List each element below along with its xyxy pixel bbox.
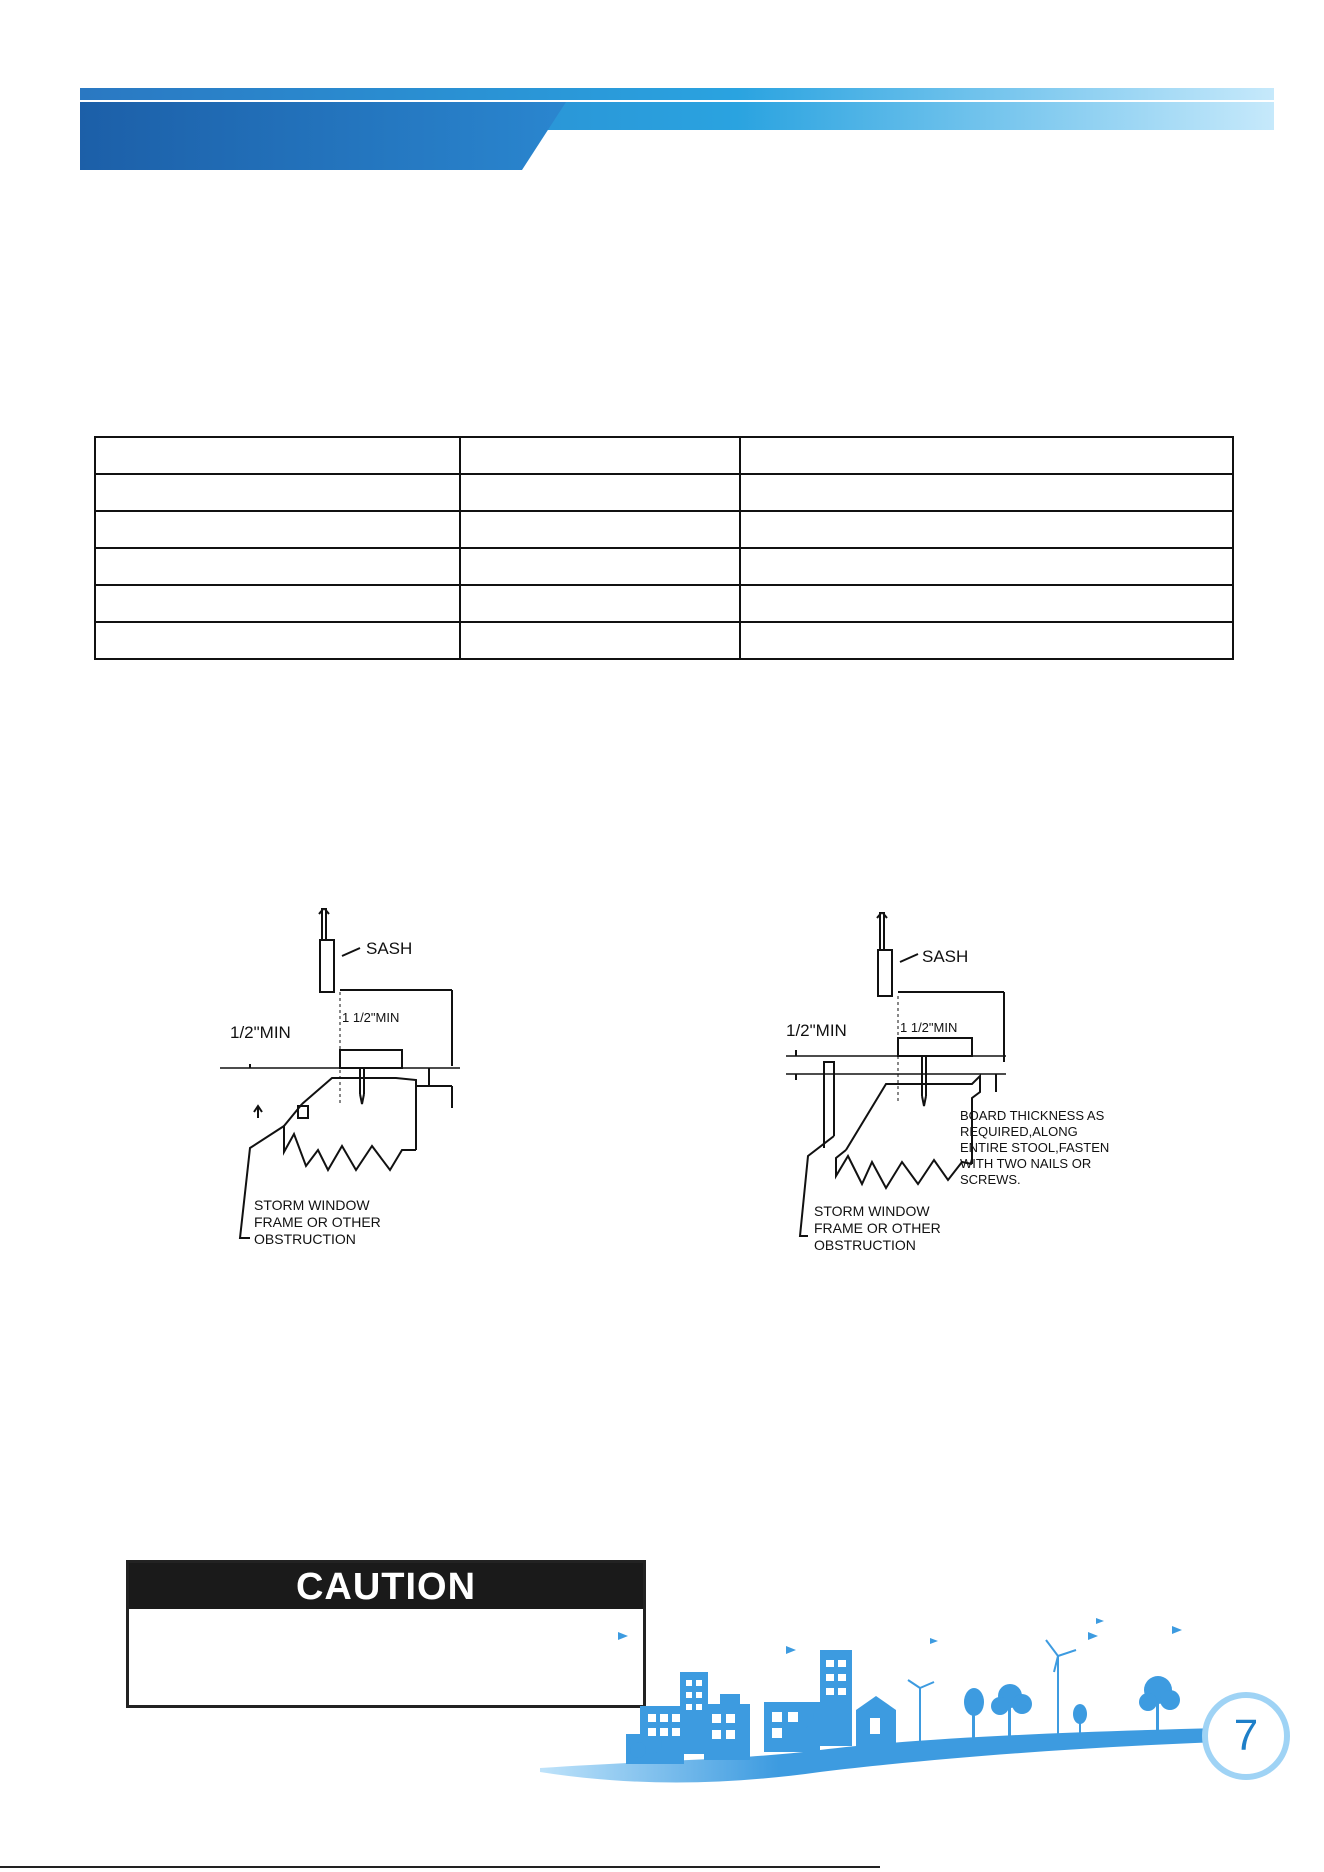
city-skyline-illustration	[540, 1610, 1260, 1800]
table-cell	[740, 548, 1233, 585]
specification-table	[94, 436, 1234, 660]
right-half-min-label: 1/2"MIN	[786, 1021, 847, 1040]
table-cell	[460, 585, 740, 622]
bottom-rule	[0, 1866, 880, 1868]
table-cell	[95, 437, 460, 474]
diagram-storm-window-no-board	[220, 908, 480, 1258]
left-sash-label: SASH	[366, 939, 413, 958]
table-cell	[460, 622, 740, 659]
right-storm-line3: OBSTRUCTION	[814, 1237, 916, 1253]
table-cell	[740, 511, 1233, 548]
right-board-line2: REQUIRED,ALONG	[960, 1124, 1078, 1139]
table-cell	[95, 511, 460, 548]
diagram-storm-window-with-board	[786, 912, 1126, 1262]
table-row	[95, 474, 1233, 511]
right-one-half-min-label: 1 1/2"MIN	[900, 1020, 958, 1035]
table-cell	[95, 622, 460, 659]
left-one-half-min-label: 1 1/2"MIN	[342, 1010, 400, 1025]
table-cell	[740, 585, 1233, 622]
right-storm-line2: FRAME OR OTHER	[814, 1220, 941, 1236]
table-cell	[740, 622, 1233, 659]
right-board-line5: SCREWS.	[960, 1172, 1021, 1187]
right-sash-label: SASH	[922, 947, 969, 966]
table-row	[95, 437, 1233, 474]
right-board-line3: ENTIRE STOOL,FASTEN	[960, 1140, 1110, 1155]
left-storm-line2: FRAME OR OTHER	[254, 1214, 381, 1230]
table-cell	[460, 548, 740, 585]
table-row	[95, 622, 1233, 659]
right-board-line1: BOARD THICKNESS AS	[960, 1108, 1105, 1123]
table-cell	[95, 548, 460, 585]
table-cell	[460, 437, 740, 474]
right-board-line4: WITH TWO NAILS OR	[960, 1156, 1092, 1171]
left-half-min-label: 1/2"MIN	[230, 1023, 291, 1042]
caution-title: CAUTION	[129, 1563, 643, 1609]
header-banner	[80, 88, 1274, 170]
left-storm-line3: OBSTRUCTION	[254, 1231, 356, 1247]
table-row	[95, 548, 1233, 585]
left-storm-line1: STORM WINDOW	[254, 1197, 370, 1213]
table-cell	[740, 474, 1233, 511]
table-cell	[95, 585, 460, 622]
table-row	[95, 585, 1233, 622]
table-cell	[95, 474, 460, 511]
right-storm-line1: STORM WINDOW	[814, 1203, 930, 1219]
table-cell	[460, 474, 740, 511]
table-cell	[740, 437, 1233, 474]
table-cell	[460, 511, 740, 548]
table-row	[95, 511, 1233, 548]
page-number: 7	[1202, 1692, 1290, 1780]
